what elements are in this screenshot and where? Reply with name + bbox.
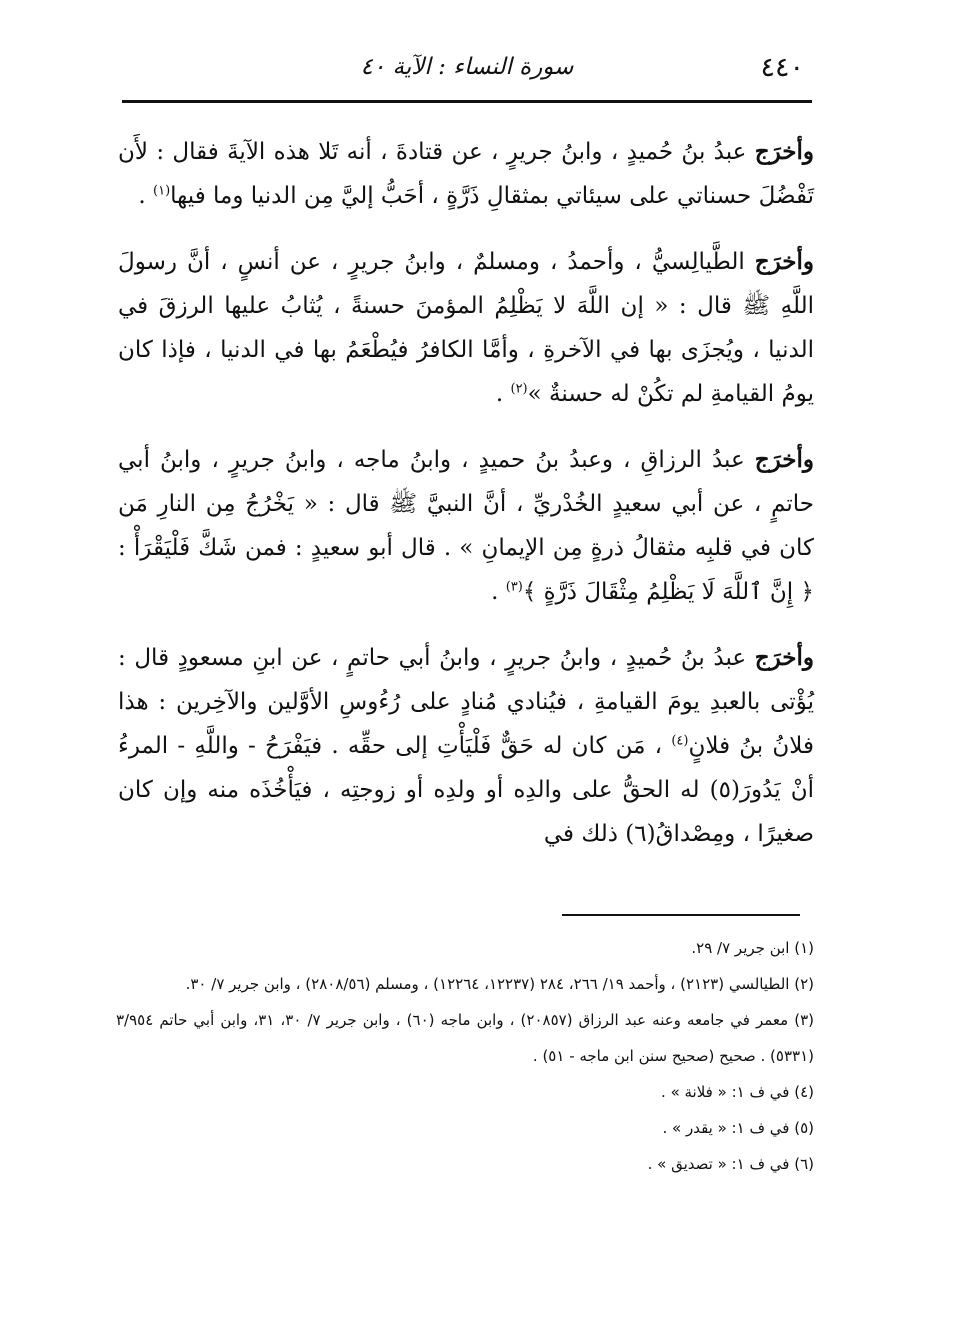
footnote: (٢) الطيالسي (٢١٢٣) ، وأحمد ١٩/ ٢٦٦، ٢٨٤ (١٢٢٣٧، ١٢٢٦٤) ، ومسلم (٢٨٠٨/٥٦) ، وابن جرير ٧/ ٣٠.: [185, 975, 814, 993]
footnote: (٦) في ف ١: « تصديق » .: [647, 1155, 814, 1173]
footnote: (٤) في ف ١: « فلانة » .: [661, 1083, 814, 1101]
paragraph-end: .: [138, 183, 154, 209]
footnotes: [116, 930, 814, 1182]
paragraph-lead: وأخرَج: [754, 248, 814, 275]
paragraph-lead: وأخرَج: [754, 138, 814, 165]
footnote: (١) ابن جرير ٧/ ٢٩.: [691, 939, 814, 957]
page-header: [122, 52, 812, 88]
paragraph-text: الطَّيالِسيُّ ، وأحمدُ ، ومسلمٌ ، وابنُ جريرٍ ، عن أنسٍ ، أنَّ رسولَ اللَّهِ ﷺ قال : « إن اللَّهَ لا يَظْلِمُ المؤمنَ حسنةً ، يُثابُ عليها الرزقَ في الدنيا ، ويُجزَى بها في الآخرةِ ، وأمَّا الكافرُ فيُطْعَمُ بها في الدنيا ، فإذا كان يومُ القيامةِ لم تكُنْ له حسنةٌ »: [118, 249, 814, 407]
running-title: سورة النساء : الآية ٤٠: [360, 54, 574, 80]
paragraph: [118, 636, 814, 856]
paragraph: [118, 438, 814, 614]
paragraph: [118, 130, 814, 218]
footnote: (٥) في ف ١: « يقدر » .: [662, 1119, 814, 1137]
page-number: ٤٤٠: [760, 52, 804, 83]
footnote: (٣) معمر في جامعه وعنه عبد الرزاق (٢٠٨٥٧) ، وابن ماجه (٦٠) ، وابن جرير ٧/ ٣٠، ٣١، وابن أبي حاتم ٣/٩٥٤ (٥٣٣١) . صحيح (صحيح سنن ابن ماجه - ٥١) .: [116, 1011, 815, 1065]
paragraph-end: .: [491, 579, 506, 605]
paragraph-text: عبدُ بنُ حُميدٍ ، وابنُ جريرٍ ، وابنُ أبي حاتمٍ ، عن ابنِ مسعودٍ قال : يُؤْتى بالعبدِ يومَ القيامةِ ، فيُنادي مُنادٍ على رُءُوسِ الأوَّلين والآخِرين : هذا فلانُ بنُ فلانٍ: [118, 645, 815, 759]
main-text: [118, 130, 814, 878]
footnote-rule: [562, 914, 800, 916]
paragraph: [118, 240, 814, 416]
footnote-marker: (٢): [510, 381, 528, 397]
footnote-marker: (١): [153, 183, 171, 199]
paragraph-text: عبدُ الرزاقِ ، وعبدُ بنُ حميدٍ ، وابنُ ماجه ، وابنُ جريرٍ ، وابنُ أبي حاتمٍ ، عن أبي سعيدٍ الخُدْريِّ ، أنَّ النبيَّ ﷺ قال : « يَخْرُجُ مِن النارِ مَن كان في قلبِه مثقالُ ذرةٍ مِن الإيمانِ » . قال أبو سعيدٍ : فمن شَكَّ فَلْيَقْرَأْ : ﴿ إِنَّ ٱللَّهَ لَا يَظْلِمُ مِثْقَالَ ذَرَّةٍ ﴾: [118, 447, 814, 605]
paragraph-end: .: [495, 381, 511, 407]
paragraph-lead: وأخرَج: [754, 446, 814, 473]
footnote-marker: (٤): [671, 733, 689, 749]
paragraph-lead: وأخرَج: [754, 644, 814, 671]
paragraph-end: ، مَن كان له حَقٌّ فَلْيَأْتِ إلى حقِّه . فيَفْرَحُ - واللَّهِ - المرءُ أنْ يَدُورَ(٥) له الحقُّ على والدِه أو ولدِه أو زوجتِه ، فيَأْخُذَه منه وإن كان صغيرًا ، ومِصْداقُ(٦) ذلك في: [118, 733, 814, 847]
paragraph-text: عبدُ بنُ حُميدٍ ، وابنُ جريرٍ ، عن قتادةَ ، أنه تَلا هذه الآيةَ فقال : لأَن تَفْضُلَ حسناتي على سيئاتي بمثقالِ ذَرَّةٍ ، أحَبُّ إليَّ مِن الدنيا وما فيها: [118, 139, 814, 209]
footnote-marker: (٣): [505, 579, 523, 595]
header-rule: [122, 100, 812, 103]
